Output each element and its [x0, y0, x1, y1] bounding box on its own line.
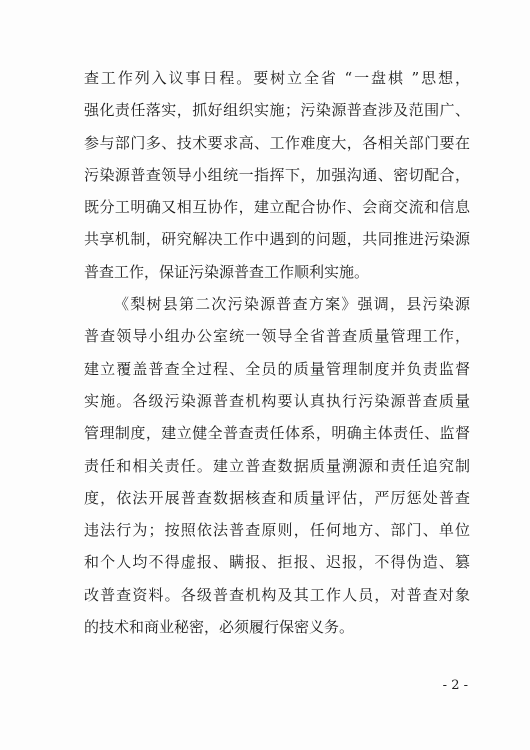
text-line: 改普查资料。各级普查机构及其工作人员，对普查对象: [84, 585, 470, 604]
text-line: 查工作列入议事日程。要树立全省 “一盘棋 ”思想，: [84, 69, 470, 87]
text-line: 的技术和商业秘密，必须履行保密义务。: [84, 618, 355, 637]
text-line: 管理制度，建立健全普查责任体系，明确主体责任、监督: [84, 424, 470, 443]
text-line: 和个人均不得虚报、瞒报、拒报、迟报，不得伪造、篡: [84, 553, 470, 572]
text-line: 普查领导小组办公室统一领导全省普查质量管理工作，: [84, 327, 470, 346]
text-line: 强化责任落实，抓好组织实施；污染源普查涉及范围广、: [84, 101, 470, 120]
text-line: 违法行为；按照依法普查原则，任何地方、部门、单位: [84, 521, 470, 540]
text-line: 度，依法开展普查数据核查和质量评估，严厉惩处普查: [84, 488, 470, 507]
text-line: 参与部门多、技术要求高、工作难度大，各相关部门要在: [84, 133, 470, 152]
body-text: [84, 62, 470, 643]
text-line: 实施。各级污染源普查机构要认真执行污染源普查质量: [84, 391, 470, 410]
text-line: 共享机制，研究解决工作中遇到的问题，共同推进污染源: [84, 230, 470, 249]
text-line: 既分工明确又相互协作，建立配合协作、会商交流和信息: [84, 198, 470, 217]
text-line: 建立覆盖普查全过程、全员的质量管理制度并负责监督: [84, 359, 470, 378]
page-number: - 2 -: [442, 678, 468, 693]
text-line: 普查工作，保证污染源普查工作顺利实施。: [84, 262, 370, 281]
text-line: 《梨树县第二次污染源普查方案》强调，县污染源: [114, 295, 470, 314]
text-line: 污染源普查领导小组统一指挥下，加强沟通、密切配合，: [84, 165, 470, 184]
text-line: 责任和相关责任。建立普查数据质量溯源和责任追究制: [84, 456, 470, 475]
